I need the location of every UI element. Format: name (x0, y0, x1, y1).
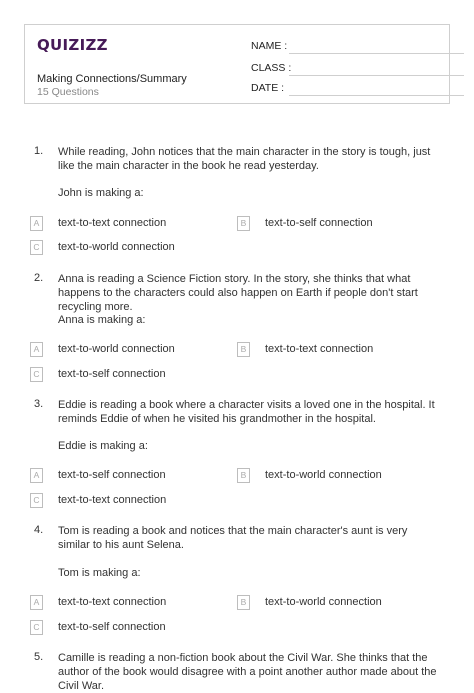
option-text: text-to-text connection (58, 494, 167, 506)
option-letter-box: C (30, 367, 43, 382)
option-text: text-to-world connection (265, 596, 382, 608)
option-letter-box: B (237, 342, 250, 357)
option-letter-box: A (30, 216, 43, 231)
question-text: Tom is reading a book and notices that the main character's aunt is very similar to his aunt Selena. (58, 525, 408, 551)
question-text: While reading, John notices that the main character in the story is tough, just like the main character in the book he read yesterday. (58, 146, 431, 172)
question-text: Camille is reading a non-fiction book about the Civil War. She thinks that the author of the book would disagree with a point another author made about the Civil War. (58, 652, 437, 692)
option-text: text-to-text connection (58, 596, 167, 608)
question-prompt: John is making a: (58, 187, 144, 199)
question-text: Anna is reading a Science Fiction story. In the story, she thinks that what happens to the characters could also happen on Earth if people don't start recycling more. (58, 273, 418, 313)
question-count: 15 Questions (37, 86, 99, 98)
option-text: text-to-self connection (58, 368, 166, 380)
option-letter-box: C (30, 620, 43, 635)
option-text: text-to-world connection (58, 343, 175, 355)
question-prompt: Eddie is making a: (58, 440, 148, 452)
option-text: text-to-text connection (265, 343, 374, 355)
quizizz-logo: QUIZIZZ (37, 36, 108, 54)
name-line (289, 53, 464, 54)
question-number: 1. (34, 145, 44, 157)
option-text: text-to-text connection (58, 217, 167, 229)
option-letter-box: C (30, 493, 43, 508)
name-label: NAME : (251, 40, 288, 52)
question-number: 5. (34, 651, 44, 663)
question-prompt: Anna is making a: (58, 314, 146, 326)
option-letter-box: B (237, 216, 250, 231)
question-prompt: Tom is making a: (58, 567, 141, 579)
option-text: text-to-self connection (265, 217, 373, 229)
option-text: text-to-world connection (265, 469, 382, 481)
question-number: 3. (34, 398, 44, 410)
date-line (289, 95, 464, 96)
option-letter-box: A (30, 342, 43, 357)
class-line (289, 75, 464, 76)
date-label: DATE : (251, 82, 285, 94)
question-number: 4. (34, 524, 44, 536)
question-text: Eddie is reading a book where a character visits a loved one in the hospital. It reminds Eddie of when he visited his grandmother in the hospital. (58, 399, 435, 425)
worksheet-title: Making Connections/Summary (37, 73, 187, 85)
option-text: text-to-world connection (58, 241, 175, 253)
option-text: text-to-self connection (58, 469, 166, 481)
option-letter-box: A (30, 468, 43, 483)
option-letter-box: C (30, 240, 43, 255)
option-letter-box: A (30, 595, 43, 610)
option-text: text-to-self connection (58, 621, 166, 633)
question-number: 2. (34, 272, 44, 284)
worksheet-header (24, 24, 450, 104)
class-label: CLASS : (251, 62, 292, 74)
option-letter-box: B (237, 595, 250, 610)
option-letter-box: B (237, 468, 250, 483)
